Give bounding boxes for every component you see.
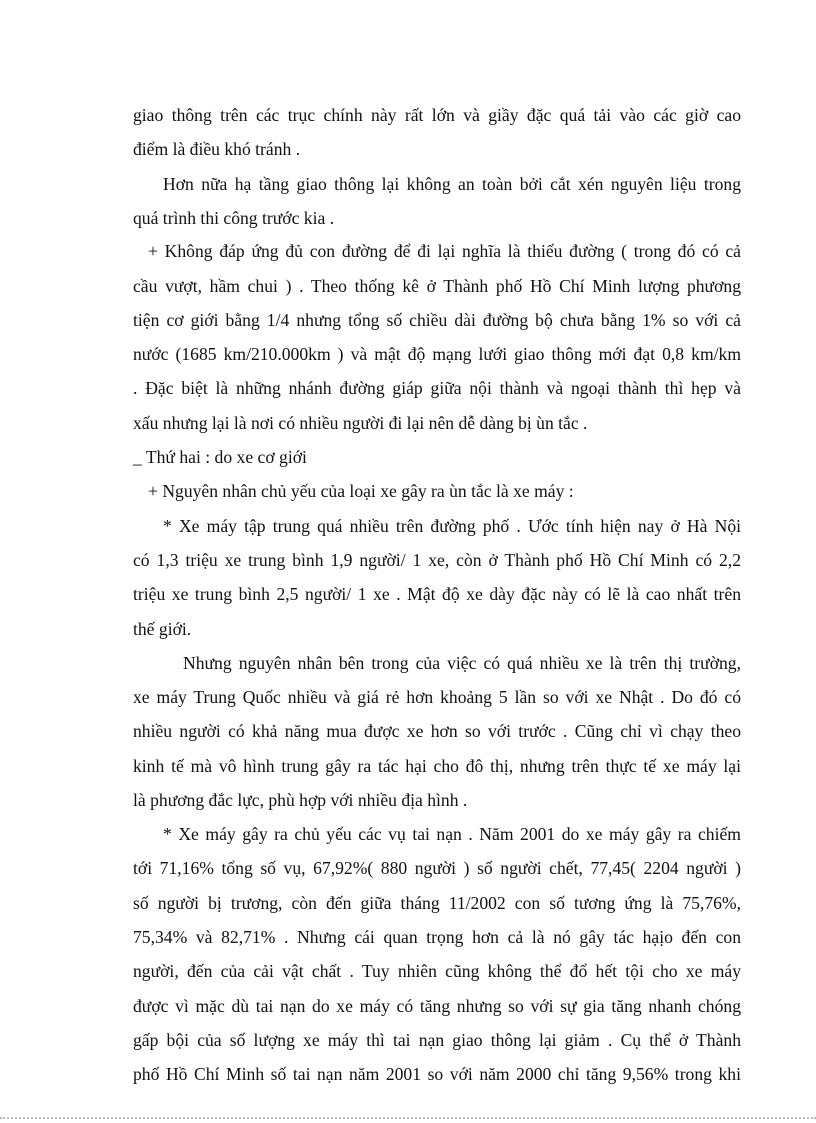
- text-line: được vì mặc dù tai nạn do xe máy có tăng nhưng so với sự gia tăng nhanh chóng: [133, 996, 741, 1016]
- text-line: + Không đáp ứng đủ con đường để đi lại nghĩa là thiếu đường ( trong đó có cả: [148, 241, 741, 261]
- text-line: Hơn nữa hạ tầng giao thông lại không an toàn bởi cắt xén nguyên liệu trong: [163, 174, 741, 194]
- text-line: số người bị trương, còn đến giữa tháng 11/2002 con số tương ứng là 75,76%,: [133, 893, 741, 913]
- text-line: xấu nhưng lại là nơi có nhiều người đi lại nên dễ dàng bị ùn tắc .: [133, 413, 588, 433]
- text-line: Nhưng nguyên nhân bên trong của việc có quá nhiều xe là trên thị trường,: [183, 653, 741, 673]
- text-line: quá trình thi công trước kia .: [133, 208, 335, 228]
- text-line: tiện cơ giới bằng 1/4 nhưng tổng số chiều dài đường bộ chưa bằng 1% so với cả: [133, 310, 741, 330]
- text-line: * Xe máy tập trung quá nhiều trên đường phố . Ước tính hiện nay ở Hà Nội: [163, 516, 741, 536]
- page-bottom-border: [0, 1117, 816, 1119]
- text-line: tới 71,16% tổng số vụ, 67,92%( 880 người ) số người chết, 77,45( 2204 người ): [133, 858, 741, 878]
- text-line: * Xe máy gây ra chủ yếu các vụ tai nạn . Năm 2001 do xe máy gây ra chiếm: [163, 824, 741, 844]
- text-line: thế giới.: [133, 619, 192, 639]
- text-line: nước (1685 km/210.000km ) và mật độ mạng lưới giao thông mới đạt 0,8 km/km: [133, 344, 741, 364]
- text-line: 75,34% và 82,71% . Nhưng cái quan trọng hơn cả là nó gây tác hạịo đến con: [133, 927, 741, 947]
- text-line: gấp bội của số lượng xe máy thì tai nạn giao thông lại giảm . Cụ thể ở Thành: [133, 1030, 741, 1050]
- text-line: nhiều người có khả năng mua được xe hơn so với trước . Cũng chỉ vì chạy theo: [133, 721, 741, 741]
- text-line: . Đặc biệt là những nhánh đường giáp giữa nội thành và ngoại thành thì hẹp và: [133, 378, 741, 398]
- text-line: + Nguyên nhân chủ yếu của loại xe gây ra ùn tắc là xe máy :: [148, 481, 574, 501]
- text-line: triệu xe trung bình 2,5 người/ 1 xe . Mật độ xe dày đặc này có lẽ là cao nhất trên: [133, 584, 741, 604]
- text-line: có 1,3 triệu xe trung bình 1,9 người/ 1 xe, còn ở Thành phố Hồ Chí Minh có 2,2: [133, 550, 741, 570]
- text-line: _ Thứ hai : do xe cơ giới: [133, 447, 307, 467]
- text-line: điểm là điều khó tránh .: [133, 139, 301, 159]
- text-line: kinh tế mà vô hình trung gây ra tác hại cho đô thị, nhưng trên thực tế xe máy lại: [133, 756, 741, 776]
- text-line: giao thông trên các trục chính này rất lớn và giầy đặc quá tải vào các giờ cao: [133, 105, 741, 125]
- text-line: cầu vượt, hầm chui ) . Theo thống kê ở Thành phố Hồ Chí Minh lượng phương: [133, 276, 741, 296]
- text-line: phố Hồ Chí Minh số tai nạn năm 2001 so với năm 2000 chỉ tăng 9,56% trong khi: [133, 1064, 741, 1084]
- text-line: người, đến của cải vật chất . Tuy nhiên cũng không thể đổ hết tội cho xe máy: [133, 961, 741, 981]
- text-line: xe máy Trung Quốc nhiều và giá rẻ hơn khoảng 5 lần so với xe Nhật . Do đó có: [133, 687, 741, 707]
- text-line: là phương đắc lực, phù hợp với nhiều địa hình .: [133, 790, 468, 810]
